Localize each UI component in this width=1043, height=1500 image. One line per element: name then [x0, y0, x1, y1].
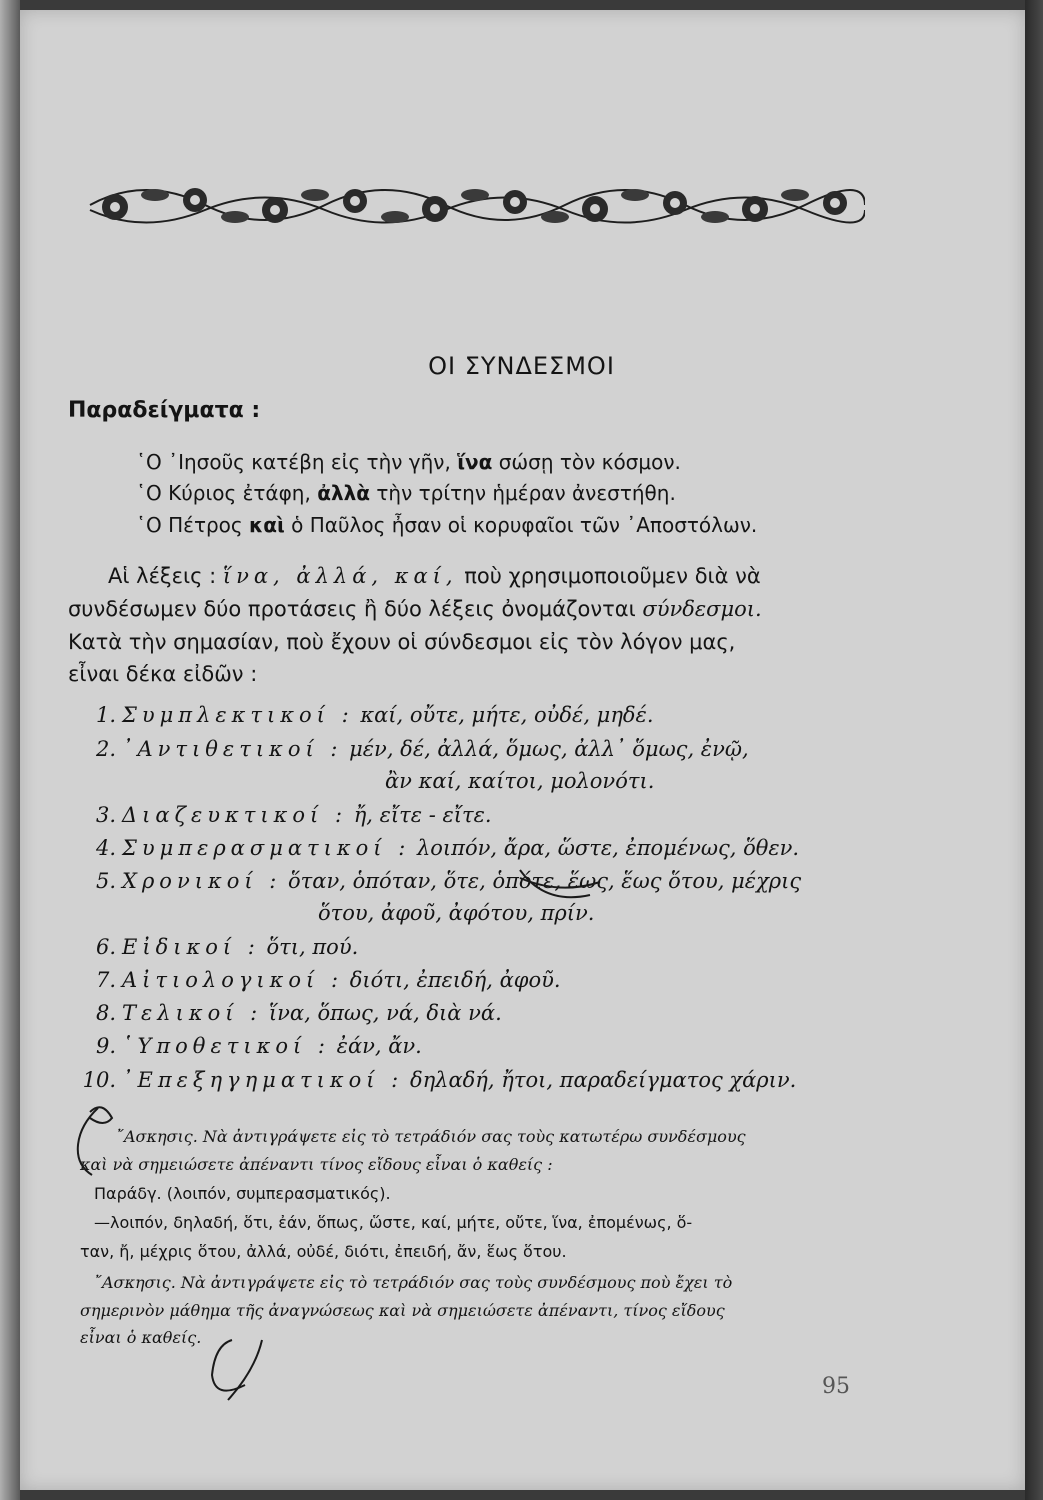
conjunction-kind-row: 7. Αἰτιολογικοί : διότι, ἐπειδή, ἀφοῦ.: [95, 968, 561, 992]
exercise-2-text: εἶναι ὁ καθείς.: [80, 1328, 202, 1347]
exercise-2-text: ῎Ασκησις. Νὰ ἀντιγράψετε εἰς τὸ τετράδιόν σας τοὺς συνδέσμους ποὺ ἔχει τὸ: [94, 1273, 733, 1292]
exercise-2-text: σημερινὸν μάθημα τῆς ἀναγνώσεως καὶ νὰ σημειώσετε ἀπέναντι, τίνος εἴδους: [80, 1301, 725, 1320]
example-sentence: ῾Ο Πέτρος καὶ ὁ Παῦλος ἦσαν οἱ κορυφαῖοι τῶν ᾿Αποστόλων.: [136, 513, 758, 537]
conjunction-kind-row: 9. ῾Υποθετικοί : ἐάν, ἄν.: [95, 1034, 422, 1058]
conjunction-kind-row: 6. Εἰδικοί : ὅτι, πού.: [95, 935, 359, 959]
conjunction-kind-row: 5. Χρονικοί : ὅταν, ὁπόταν, ὅτε, ὁπότε, ἕως, ἕως ὅτου, μέχρις: [95, 869, 802, 893]
page-left-edge: [0, 0, 20, 1500]
conjunction-kind-row: 3. Διαζευκτικοί : ἤ, εἴτε - εἴτε.: [95, 803, 492, 827]
exercise-1-example: Παράδγ. (λοιπόν, συμπερασματικός).: [94, 1184, 391, 1203]
exercise-1-text: καὶ νὰ σημειώσετε ἀπέναντι τίνος εἴδους εἶναι ὁ καθείς :: [80, 1155, 553, 1174]
conjunction-kind-continuation: ἂν καί, καίτοι, μολονότι.: [385, 769, 655, 793]
conjunction-kind-row: 4. Συμπερασματικοί : λοιπόν, ἄρα, ὥστε, ἐπομένως, ὅθεν.: [95, 836, 800, 860]
page-right-edge: [1025, 0, 1043, 1500]
conjunction-kind-continuation: ὅτου, ἀφοῦ, ἀφότου, πρίν.: [318, 901, 595, 925]
paragraph-line: συνδέσωμεν δύο προτάσεις ἢ δύο λέξεις ὀνομάζονται σύνδεσμοι.: [68, 597, 762, 621]
floral-ornament-icon: [85, 165, 865, 245]
example-sentence: ῾Ο Κύριος ἐτάφη, ἀλλὰ τὴν τρίτην ἡμέραν ἀνεστήθη.: [136, 481, 676, 505]
example-sentence: ῾Ο ᾿Ιησοῦς κατέβη εἰς τὴν γῆν, ἵνα σώσῃ τὸν κόσμον.: [136, 450, 681, 474]
paragraph-line: εἶναι δέκα εἰδῶν :: [68, 662, 258, 686]
conjunction-kind-row: 8. Τελικοί : ἵνα, ὅπως, νά, διὰ νά.: [95, 1001, 502, 1025]
conjunction-kind-row: 2. ᾿Αντιθετικοί : μέν, δέ, ἀλλά, ὅμως, ἀλλ᾿ ὅμως, ἐνῷ,: [95, 737, 749, 761]
exercise-1-words: ταν, ἤ, μέχρις ὅτου, ἀλλά, οὐδέ, διότι, ἐπειδή, ἄν, ἕως ὅτου.: [80, 1242, 567, 1261]
paragraph-line: Αἱ λέξεις : ἵνα, ἀλλά, καί, ποὺ χρησιμοποιοῦμεν διὰ νὰ: [108, 564, 761, 588]
conjunction-kind-row: 10. ᾿Επεξηγηματικοί : δηλαδή, ἤτοι, παραδείγματος χάριν.: [82, 1068, 797, 1092]
paragraph-line: Κατὰ τὴν σημασίαν, ποὺ ἔχουν οἱ σύνδεσμοι εἰς τὸν λόγον μας,: [68, 630, 736, 654]
exercise-1-words: —λοιπόν, δηλαδή, ὅτι, ἐάν, ὅπως, ὥστε, καί, μήτε, οὔτε, ἵνα, ἐπομένως, ὅ-: [94, 1213, 693, 1232]
page-title: ΟΙ ΣΥΝΔΕΣΜΟΙ: [428, 352, 615, 380]
exercise-1-text: ῎Ασκησις. Νὰ ἀντιγράψετε εἰς τὸ τετράδιόν σας τοὺς κατωτέρω συνδέσμους: [116, 1127, 746, 1146]
conjunction-kind-row: 1. Συμπλεκτικοί : καί, οὔτε, μήτε, οὐδέ, μηδέ.: [95, 703, 654, 727]
page-number: 95: [822, 1374, 850, 1399]
examples-label: Παραδείγματα :: [68, 398, 261, 423]
